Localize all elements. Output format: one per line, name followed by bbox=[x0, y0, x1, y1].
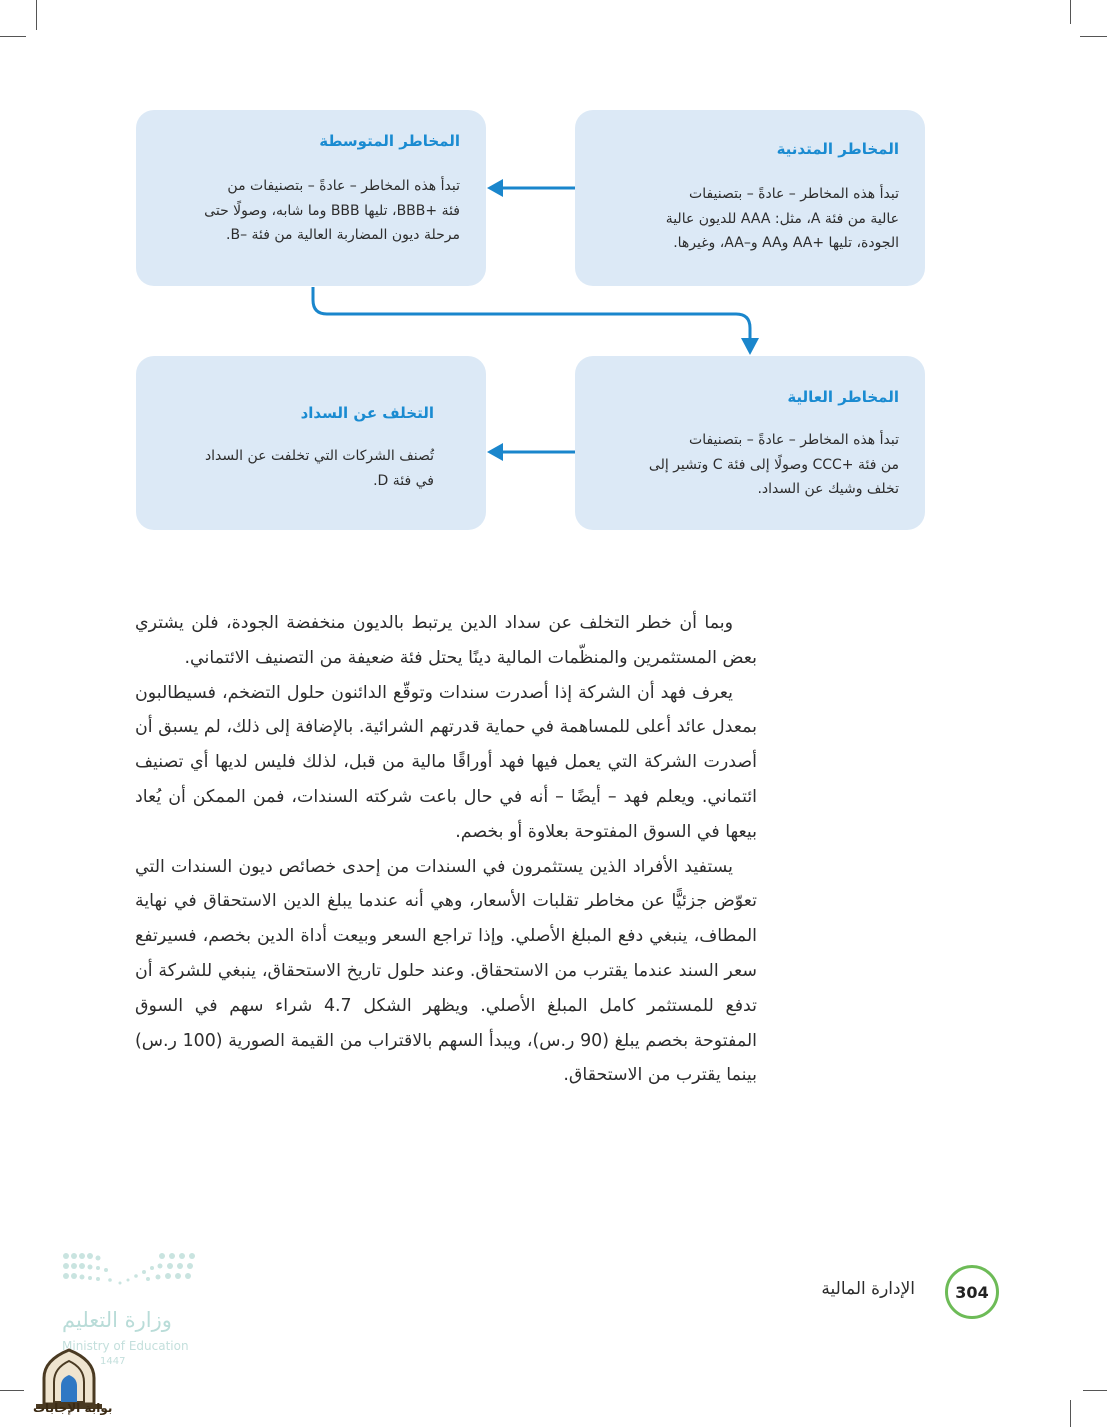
text-line: تبدأ هذه المخاطر – عادةً – بتصنيفات bbox=[689, 186, 899, 202]
page-number: 304 bbox=[945, 1265, 999, 1319]
default-title: التخلف عن السداد bbox=[300, 404, 434, 422]
medium-risk-title: المخاطر المتوسطة bbox=[319, 132, 460, 150]
ministry-name-en: Ministry of Education bbox=[62, 1339, 189, 1353]
text-line: الجودة، تليها +AA وAA و–AA، وغيرها. bbox=[673, 235, 899, 251]
body-text bbox=[135, 606, 757, 1093]
text-line: تبدأ هذه المخاطر – عادةً – بتصنيفات bbox=[689, 432, 899, 448]
text-line: تبدأ هذه المخاطر – عادةً – بتصنيفات من bbox=[227, 178, 460, 194]
subject-title: الإدارة المالية bbox=[821, 1279, 915, 1299]
arrowhead-left-icon bbox=[487, 443, 503, 461]
paragraph: يعرف فهد أن الشركة إذا أصدرت سندات وتوقّع الدائنون حلول التضخم، فسيطالبون بمعدل عائد أعلى للمساهمة في حماية قدرتهم الشرائية. بالإضافة إلى ذلك، لم يسبق أن أصدرت الشركة التي يعمل فيها فهد أوراقًا مالية من قبل، لذلك فليس لديها أي تصنيف ائتماني. ويعلم فهد – أيضًا – أنه في حال باعت شركته السندات، فمن الممكن أن يُعاد بيعها في السوق المفتوحة بعلاوة أو بخصم. bbox=[135, 682, 757, 842]
crop-mark bbox=[1070, 1400, 1071, 1427]
text-line: مرحلة ديون المضاربة العالية من فئة –B. bbox=[226, 227, 460, 243]
high-risk-title: المخاطر العالية bbox=[787, 388, 899, 406]
text-line: تخلف وشيك عن السداد. bbox=[757, 481, 899, 497]
text-line: تُصنف الشركات التي تخلفت عن السداد bbox=[204, 448, 434, 464]
ministry-name-ar: وزارة التعليم bbox=[62, 1308, 172, 1332]
diagram-connectors bbox=[0, 0, 1107, 560]
paragraph: يستفيد الأفراد الذين يستثمرون في السندات من إحدى خصائص ديون السندات التي تعوّض جزئيًّا عن مخاطر تقلبات الأسعار، وهي أنه عندما يبلغ الدين الاستحقاق في نهاية المطاف، ينبغي دفع المبلغ الأصلي. وإذا تراجع السعر وبيعت أداة الدين بخصم، فسيرتفع سعر السند عندما يقترب من الاستحقاق. وعند حلول تاريخ الاستحقاق، ينبغي للشركة أن تدفع للمستثمر كامل المبلغ الأصلي. ويظهر الشكل 4.7 شراء سهم في السوق المفتوحة بخصم يبلغ (90 ر.س)، ويبدأ السهم بالاقتراب من القيمة الصورية (100 ر.س) بينما يقترب من الاستحقاق. bbox=[135, 856, 758, 1086]
text-line: عالية من فئة A، مثل: AAA للديون عالية bbox=[665, 210, 899, 227]
arrowhead-down-icon bbox=[741, 338, 759, 355]
crop-mark bbox=[0, 1390, 24, 1391]
text-line: في فئة D. bbox=[373, 472, 434, 489]
ministry-logo-icon bbox=[62, 1250, 202, 1300]
watermark-label: بوابة الإجابات bbox=[33, 1401, 113, 1415]
low-risk-title: المخاطر المتدنية bbox=[776, 140, 899, 158]
paragraph: وبما أن خطر التخلف عن سداد الدين يرتبط بالديون منخفضة الجودة، فلن يشتري بعض المستثمرين والمنظّمات المالية دينًا يحتل فئة ضعيفة من التصنيف الائتماني. bbox=[135, 613, 757, 668]
arrow-medium-to-high bbox=[313, 287, 750, 340]
arrowhead-left-icon bbox=[487, 179, 503, 197]
text-line: فئة +BBB، تليها BBB وما شابه، وصولًا حتى bbox=[204, 202, 460, 219]
text-line: من فئة +CCC وصولًا إلى فئة C وتشير إلى bbox=[648, 456, 899, 473]
crop-mark bbox=[1083, 1390, 1107, 1391]
ministry-year: 1447 bbox=[100, 1356, 126, 1367]
